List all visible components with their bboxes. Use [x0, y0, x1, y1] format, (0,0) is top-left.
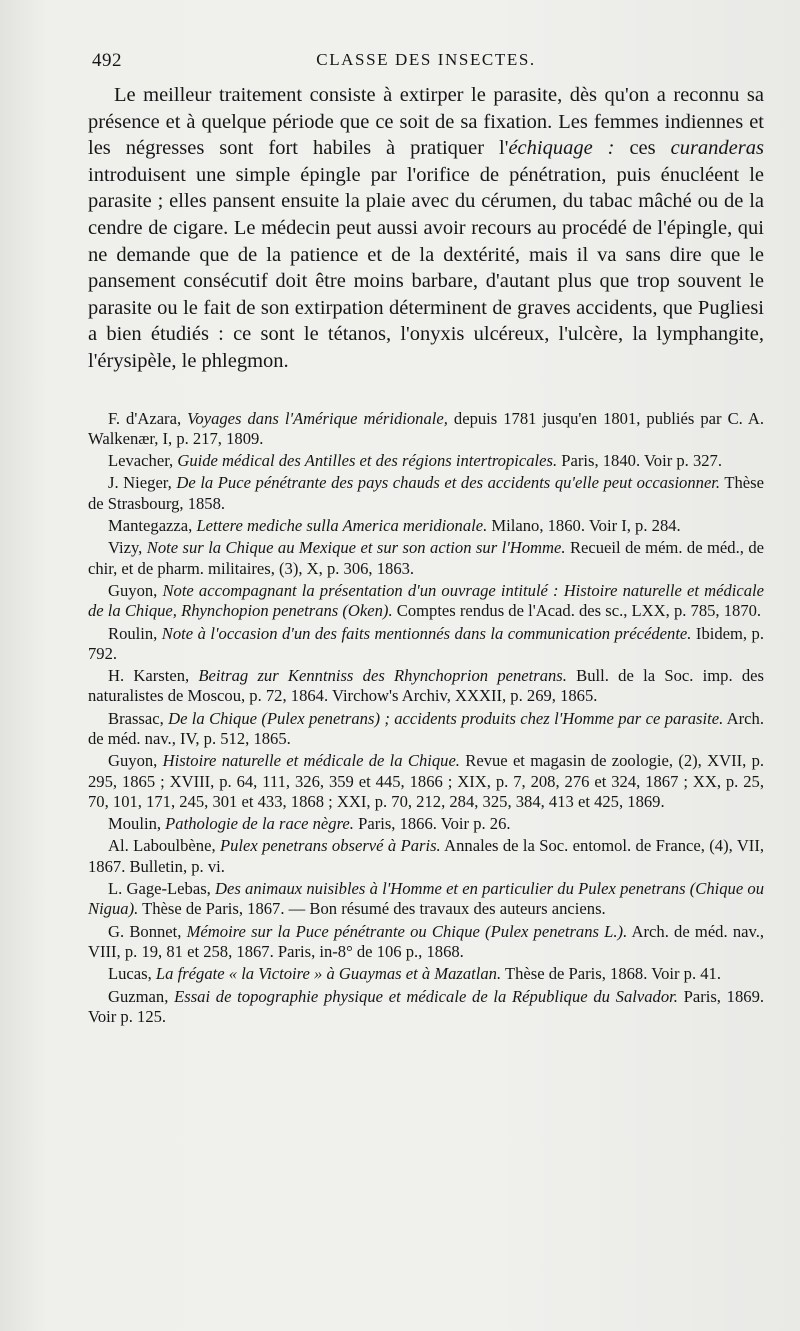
paragraph-segment: introduisent une simple épingle par l'orifice de pénétration, puis énucléent le parasite ; elles pansent ensuite la plaie avec du cérumen, du tabac mâché ou de la cendre de cigare. Le médecin peut aussi avoir recours au procédé de l'épingle, qui ne demande que de la patience et de la dextérité, mais il va sans dire que le pansement consécutif doit être moins barbare, d'autant plus que trop souvent le parasite ou le fait de son extirpation déterminent de graves accidents, que Pugliesi a bien étudiés : ce sont le tétanos, l'onyxis ulcéreux, l'ulcère, la lymphangite, l'érysipèle, le phlegmon. — [88, 163, 764, 372]
entry-title: De la Chique (Pulex penetrans) ; accidents produits chez l'Homme par ce parasite. — [168, 708, 724, 728]
entry-title: Note accompagnant la présentation d'un ouvrage intitulé : Histoire naturelle et médicale de la Chique, Rhynchopion penetrans (Oken). — [88, 580, 765, 621]
bibliography-entry — [88, 922, 764, 963]
entry-details: Thèse de Paris, 1868. Voir p. 41. — [501, 964, 721, 984]
entry-details: Milano, 1860. Voir I, p. 284. — [487, 516, 681, 536]
bibliography-entry — [88, 814, 764, 834]
entry-author: Guyon, — [108, 580, 163, 600]
entry-details: Thèse de Strasbourg, 1858. — [88, 473, 764, 513]
bibliography-entry — [88, 409, 764, 450]
bibliography-entry — [88, 516, 764, 536]
entry-details: Paris, 1866. Voir p. 26. — [353, 814, 511, 834]
entry-title: Guide médical des Antilles et des régions intertropicales. — [177, 451, 558, 471]
entry-details: Comptes rendus de l'Acad. des sc., LXX, p. 785, 1870. — [392, 601, 762, 621]
entry-author: H. Karsten, — [108, 666, 199, 686]
entry-title: La frégate « la Victoire » à Guaymas et à Mazatlan. — [155, 964, 502, 984]
entry-author: Al. Laboulbène, — [108, 836, 220, 856]
bibliography-entry — [88, 964, 764, 984]
entry-details: Bull. de la Soc. imp. des naturalistes de Moscou, p. 72, 1864. Virchow's Archiv, XXXII, p. 269, 1865. — [88, 666, 764, 706]
entry-details: Thèse de Paris, 1867. — Bon résumé des travaux des auteurs anciens. — [138, 899, 606, 919]
entry-details: depuis 1781 jusqu'en 1801, publiés par C. A. Walkenær, I, p. 217, 1809. — [88, 408, 765, 448]
entry-author: Guzman, — [108, 986, 175, 1006]
paragraph-segment-italic: curanderas — [670, 137, 764, 160]
entry-author: L. Gage-Lebas, — [108, 879, 216, 899]
page-number: 492 — [92, 50, 122, 71]
bibliography-entry — [88, 581, 764, 622]
entry-title: Lettere mediche sulla America meridionale. — [196, 516, 488, 536]
entry-title: Pathologie de la race nègre. — [165, 814, 354, 834]
entry-author: Moulin, — [108, 814, 166, 834]
entry-author: Levacher, — [108, 451, 178, 471]
entry-details: Recueil de mém. de méd., de chir, et de pharm. militaires, (3), X, p. 306, 1863. — [88, 538, 764, 578]
entry-title: Des animaux nuisibles à l'Homme et en particulier du Pulex penetrans (Chique ou Nigua). — [88, 879, 764, 919]
entry-author: Brassac, — [108, 708, 169, 728]
entry-author: J. Nieger, — [108, 473, 177, 493]
entry-author: F. d'Azara, — [108, 408, 188, 428]
entry-title: Beitrag zur Kenntniss des Rhynchoprion penetrans. — [198, 666, 567, 686]
paragraph-segment-italic: échiquage : — [508, 137, 615, 160]
bibliography-entry — [88, 879, 764, 920]
paragraph-segment: Le meilleur traitement consiste à extirper le parasite, dès qu'on a reconnu sa présence et à quelque période que ce soit de sa fixation. Les femmes indiennes et les négresses sont fort habiles à pratiquer l' — [88, 84, 764, 160]
main-paragraph — [88, 82, 764, 375]
entry-title: Essai de topographie physique et médicale de la République du Salvador. — [174, 986, 678, 1006]
entry-author: G. Bonnet, — [108, 921, 187, 941]
entry-author: Lucas, — [108, 964, 156, 984]
main-paragraph-block — [88, 82, 764, 375]
entry-title: Histoire naturelle et médicale de la Chique. — [162, 751, 460, 771]
entry-details: Arch. de méd. nav., VIII, p. 19, 81 et 258, 1867. Paris, in-8° de 106 p., 1868. — [88, 921, 765, 961]
paragraph-segment: ces — [614, 137, 671, 160]
entry-title: Note sur la Chique au Mexique et sur son action sur l'Homme. — [146, 538, 566, 558]
bibliography-entry — [88, 473, 764, 514]
entry-details: Paris, 1840. Voir p. 327. — [557, 451, 723, 471]
bibliography-entry — [88, 451, 764, 471]
bibliography-entry — [88, 538, 764, 579]
bibliography-entry — [88, 709, 764, 750]
bibliography-entry — [88, 751, 764, 812]
entry-details: Arch. de méd. nav., IV, p. 512, 1865. — [88, 708, 764, 748]
entry-author: Roulin, — [108, 623, 162, 643]
bibliography-entry — [88, 666, 764, 707]
entry-details: Annales de la Soc. entomol. de France, (4), VII, 1867. Bulletin, p. vi. — [88, 836, 765, 876]
entry-details: Paris, 1869. Voir p. 125. — [88, 986, 765, 1026]
entry-title: Pulex penetrans observé à Paris. — [219, 836, 441, 856]
entry-details: Ibidem, p. 792. — [88, 623, 764, 663]
entry-title: Voyages dans l'Amérique méridionale, — [187, 408, 448, 428]
bibliography-list — [88, 409, 764, 1028]
entry-title: Mémoire sur la Puce pénétrante ou Chique (Pulex penetrans L.). — [186, 921, 628, 941]
bibliography-entry — [88, 624, 764, 665]
bibliography-entry — [88, 987, 764, 1028]
entry-author: Guyon, — [108, 751, 163, 771]
entry-author: Vizy, — [108, 538, 147, 558]
entry-author: Mantegazza, — [108, 516, 197, 536]
entry-title: Note à l'occasion d'un des faits mentionnés dans la communication précédente. — [161, 623, 692, 643]
entry-details: Revue et magasin de zoologie, (2), XVII, p. 295, 1865 ; XVIII, p. 64, 111, 326, 359 et 445, 1866 ; XIX, p. 7, 208, 276 et 324, 1867 ; XX, p. 25, 70, 101, 171, 245, 301 et 433, 1868 ; XXI, p. 70, 212, 284, 325, 384, 413 et 425, 1869. — [88, 751, 765, 811]
page-header — [88, 46, 764, 82]
entry-title: De la Puce pénétrante des pays chauds et des accidents qu'elle peut occasionner. — [176, 473, 721, 493]
running-head: CLASSE DES INSECTES. — [316, 50, 536, 69]
bibliography-entry — [88, 836, 764, 877]
